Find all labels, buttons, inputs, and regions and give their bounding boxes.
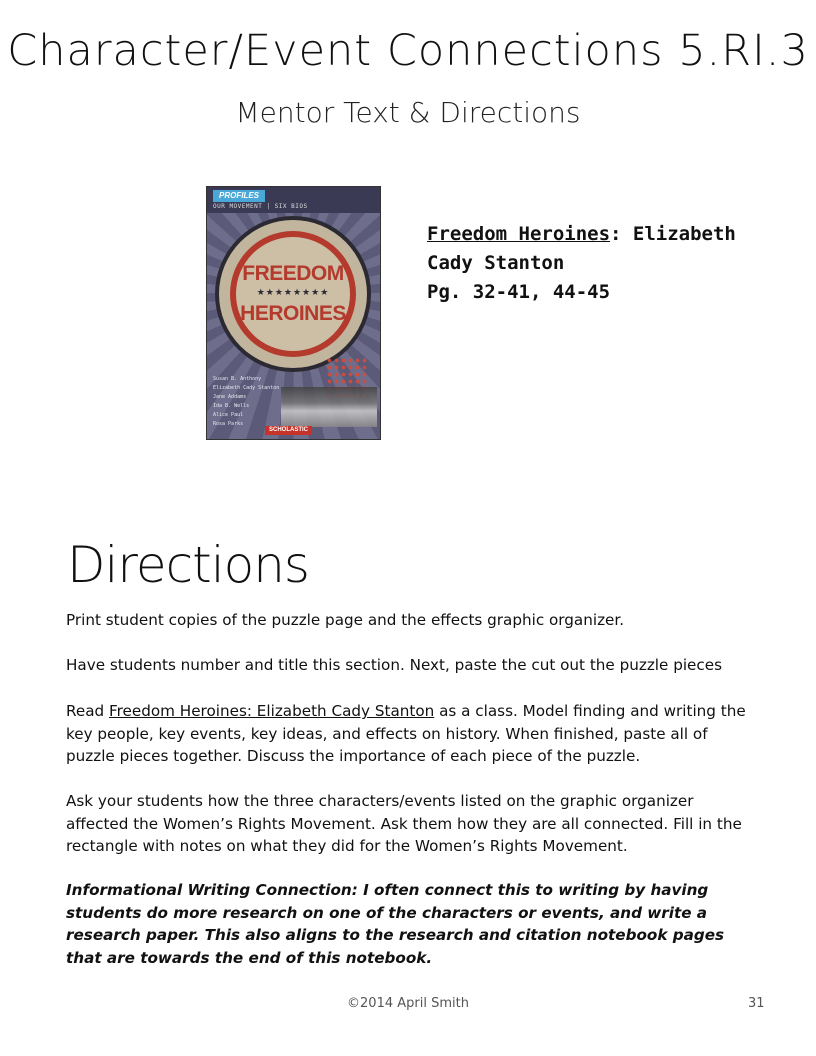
direction-paragraph-4: Ask your students how the three characters/events listed on the graphic organizer affected the Women’s Rights Movement. Ask them how they are all connected. Fill in the rectangle with notes on what they did for the Women’s Rights Movement. <box>66 792 742 855</box>
cover-title-line2: HEROINES <box>240 302 346 325</box>
direction-paragraph-2: Have students number and title this section. Next, paste the cut out the puzzle pieces <box>66 656 722 674</box>
book-title-line2: Cady Stanton <box>427 252 565 274</box>
cover-photo <box>281 387 377 427</box>
cover-title-line1: FREEDOM <box>242 262 344 285</box>
book-info <box>427 220 736 307</box>
direction-paragraph-1: Print student copies of the puzzle page and the effects graphic organizer. <box>66 611 625 629</box>
cover-seal <box>219 220 367 368</box>
p3-rest: as a class. Model finding and writing the key people, key events, key ideas, and effects on history. When finished, paste all of puzzle pieces together. Discuss the importance of each piece of the puzzle. <box>66 702 746 765</box>
page-number: 31 <box>748 996 765 1011</box>
cover-names-list <box>213 375 279 429</box>
book-pages: Pg. 32-41, 44-45 <box>427 281 611 303</box>
direction-paragraph-3 <box>66 700 756 768</box>
book-title-line1 <box>427 220 736 249</box>
book-title-rest: : Elizabeth <box>610 223 736 245</box>
cover-series-line: OUR MOVEMENT | SIX BIOS <box>213 203 308 210</box>
book-title-reference: Freedom Heroines: Elizabeth Cady Stanton <box>109 702 435 720</box>
cover-name: Elizabeth Cady Stanton <box>213 385 280 391</box>
cover-name: Jane Addams <box>213 394 247 400</box>
cover-name: Rosa Parks <box>213 421 244 427</box>
writing-connection-note: Informational Writing Connection: I often connect this to writing by having students do more research on one of the characters or events, and write a research paper. This also aligns to the research and citation notebook pages that are towards the end of this notebook. <box>66 881 725 967</box>
cover-publisher-logo: SCHOLASTIC <box>265 426 312 435</box>
book-cover-image <box>207 187 380 439</box>
p3-start: Read <box>66 702 109 720</box>
cover-name: Susan B. Anthony <box>213 376 262 382</box>
directions-heading: Directions <box>67 536 309 594</box>
cover-name: Ida B. Wells <box>213 403 250 409</box>
cover-stars: ★★★★★★★★ <box>256 287 330 297</box>
page-title: Character/Event Connections 5.RI.3 <box>7 26 809 76</box>
footer-copyright: ©2014 April Smith <box>347 996 469 1011</box>
book-title-underlined: Freedom Heroines <box>427 223 611 245</box>
page-subtitle: Mentor Text & Directions <box>235 96 581 129</box>
cover-name: Alice Paul <box>213 412 244 418</box>
cover-series-badge: PROFILES <box>213 190 265 202</box>
